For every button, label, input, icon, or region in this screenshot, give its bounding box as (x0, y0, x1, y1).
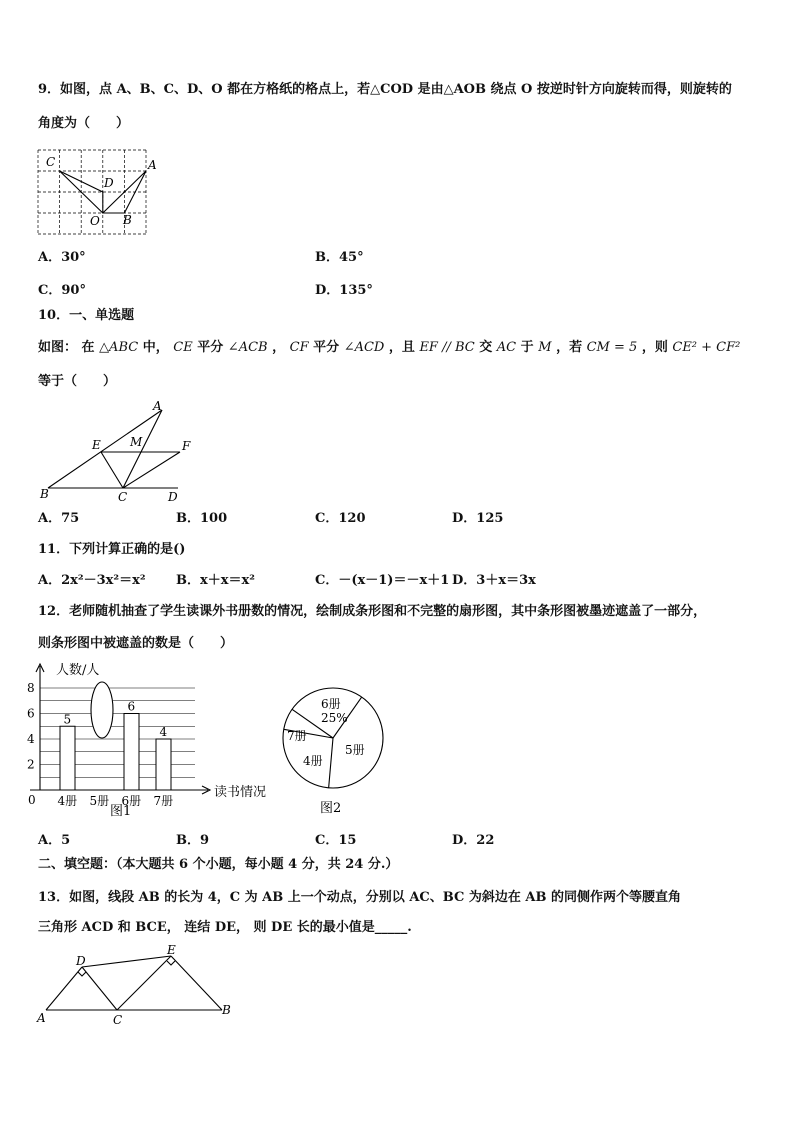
bar-y-tick-label: 2 (27, 757, 35, 772)
bar-7册 (156, 739, 171, 790)
q10-math-m: M (538, 340, 552, 355)
q10-seg10: ，则 (641, 340, 668, 355)
q10-math-angle-acd: ∠ACD (343, 340, 385, 355)
q13-line-de (82, 956, 171, 967)
q13-label-a: A (37, 1011, 46, 1025)
pie-label-5ce: 5册 (345, 743, 365, 757)
q10-label-b: B (40, 487, 49, 501)
q11-option-d[interactable]: D．3＋x＝3x (452, 573, 536, 588)
q10-math-angle-acb: ∠ACB (227, 340, 268, 355)
q10-seg8: 于 (520, 340, 534, 355)
bar-y-tick-label: 4 (27, 732, 35, 746)
bar-value-label: 4 (159, 725, 168, 739)
q10-line-ba (48, 410, 162, 488)
q13-right-angle-e (167, 961, 175, 965)
q9-label-o: O (90, 214, 100, 228)
pie-label-7ce: 7册 (287, 729, 307, 743)
q10-seg4: ， (272, 340, 286, 355)
pie-label-25pct: 25% (321, 711, 348, 725)
q10-text-line2: 等于（ ） (38, 374, 117, 389)
q13-text-line1: 13．如图，线段 AB 的长为 4，C 为 AB 上一个动点，分别以 AC、BC 为斜边在 AB 的同侧作两个等腰直角 (38, 890, 681, 905)
pie-label-4ce: 4册 (303, 754, 323, 768)
q13-label-e: E (167, 943, 176, 957)
q13-label-c: C (113, 1013, 123, 1027)
q9-option-d[interactable]: D．135° (315, 283, 373, 298)
q10-label-a: A (153, 399, 162, 413)
q10-seg9: ，若 (556, 340, 583, 355)
q12-pie-chart (280, 662, 390, 822)
q12-option-d[interactable]: D．22 (452, 833, 495, 848)
bar-6册 (124, 714, 139, 791)
ink-blot (91, 682, 113, 738)
q10-math-ce2-plus-cf2: CE² + CF² (672, 340, 741, 355)
q9-label-b: B (123, 213, 132, 227)
q12-text-line2: 则条形图中被遮盖的数是（ ） (38, 636, 234, 651)
bar-value-label: 5 (63, 712, 72, 727)
q13-line-eb (171, 956, 222, 1010)
pie-chart-caption: 图2 (320, 801, 342, 816)
bar-category-label: 5册 (89, 794, 110, 808)
q10-seg1: 如图： 在 (38, 340, 95, 355)
q10-option-c[interactable]: C．120 (315, 511, 366, 526)
bar-4册 (60, 726, 75, 790)
q12-option-a[interactable]: A．5 (38, 833, 71, 848)
q10-seg6: ，且 (388, 340, 415, 355)
q10-seg7: 交 (479, 340, 493, 355)
q10-option-a[interactable]: A．75 (38, 511, 80, 526)
bar-value-label: 6 (127, 699, 136, 714)
q11-option-b[interactable]: B．x＋x＝x² (176, 573, 255, 588)
bar-y-axis-title: 人数/人 (56, 663, 100, 678)
q10-label-m: M (130, 435, 143, 449)
q10-math-ac: AC (496, 340, 517, 355)
bar-category-label: 7册 (153, 794, 174, 808)
bar-y-tick-label: 0 (28, 793, 36, 807)
q13-label-d: D (76, 954, 86, 968)
q10-seg3: 平分 (197, 340, 224, 355)
bar-chart-caption: 图1 (110, 804, 132, 819)
bar-y-tick-label: 6 (27, 706, 35, 721)
bar-y-tick-label: 8 (27, 681, 35, 695)
q10-header: 10．一、单选题 (38, 308, 135, 323)
pie-label-6ce: 6册 (321, 697, 341, 711)
q10-label-e: E (92, 438, 101, 452)
q13-text-line2: 三角形 ACD 和 BCE， 连结 DE， 则 DE 长的最小值是_____. (38, 920, 412, 935)
q9-label-a: A (148, 158, 157, 172)
bar-x-axis-title: 读书情况 (214, 785, 267, 800)
q10-math-cm-equals-5: CM = 5 (586, 340, 638, 355)
q9-label-c: C (46, 155, 56, 169)
q10-figure (38, 398, 191, 506)
q10-option-d[interactable]: D．125 (452, 511, 504, 526)
q10-math-triangle-abc: △ABC (99, 340, 139, 355)
q13-line-dc (82, 967, 117, 1010)
q12-option-c[interactable]: C．15 (315, 833, 357, 848)
q12-bar-chart (27, 660, 267, 820)
q12-option-b[interactable]: B．9 (176, 833, 210, 848)
q10-math-ef-parallel-bc: EF // BC (419, 340, 475, 355)
q11-option-a[interactable]: A．2x²－3x²＝x² (38, 573, 146, 588)
q10-label-f: F (182, 439, 191, 453)
q9-figure (38, 150, 157, 230)
q10-seg2: 中， (142, 340, 169, 355)
section2-title: 二、填空题：（本大题共 6 个小题，每小题 4 分，共 24 分.） (38, 857, 399, 872)
q10-label-d: D (168, 490, 178, 504)
q13-right-angle-d (78, 972, 86, 976)
q10-math-ce: CE (173, 340, 193, 355)
q11-option-c[interactable]: C．－(x－1)＝－x＋1 (315, 573, 450, 588)
q9-option-b[interactable]: B．45° (315, 250, 364, 265)
q13-line-ad (46, 967, 82, 1010)
q12-text-line1: 12．老师随机抽查了学生读课外书册数的情况，绘制成条形图和不完整的扇形图，其中条形图被墨迹遮盖了一部分， (38, 604, 707, 619)
q11-text: 11．下列计算正确的是() (38, 542, 186, 557)
q9-label-d: D (104, 176, 114, 190)
q13-figure (36, 940, 236, 1030)
bar-category-label: 6册 (121, 794, 142, 808)
q9-text-line1: 9．如图，点 A、B、C、D、O 都在方格纸的格点上，若△COD 是由△AOB 绕点 O 按逆时针方向旋转而得，则旋转的 (38, 82, 732, 97)
q10-seg5: 平分 (313, 340, 340, 355)
q10-label-c: C (118, 490, 128, 504)
q10-option-b[interactable]: B．100 (176, 511, 228, 526)
q9-option-c[interactable]: C．90° (38, 283, 86, 298)
q10-line-ce (101, 452, 123, 488)
q9-text-line2: 角度为（ ） (38, 116, 130, 131)
q9-option-a[interactable]: A．30° (38, 250, 86, 265)
q10-text-line1 (38, 340, 740, 356)
q13-line-ce (117, 956, 171, 1010)
q10-math-cf: CF (289, 340, 309, 355)
q13-label-b: B (222, 1003, 231, 1017)
bar-category-label: 4册 (57, 794, 78, 808)
